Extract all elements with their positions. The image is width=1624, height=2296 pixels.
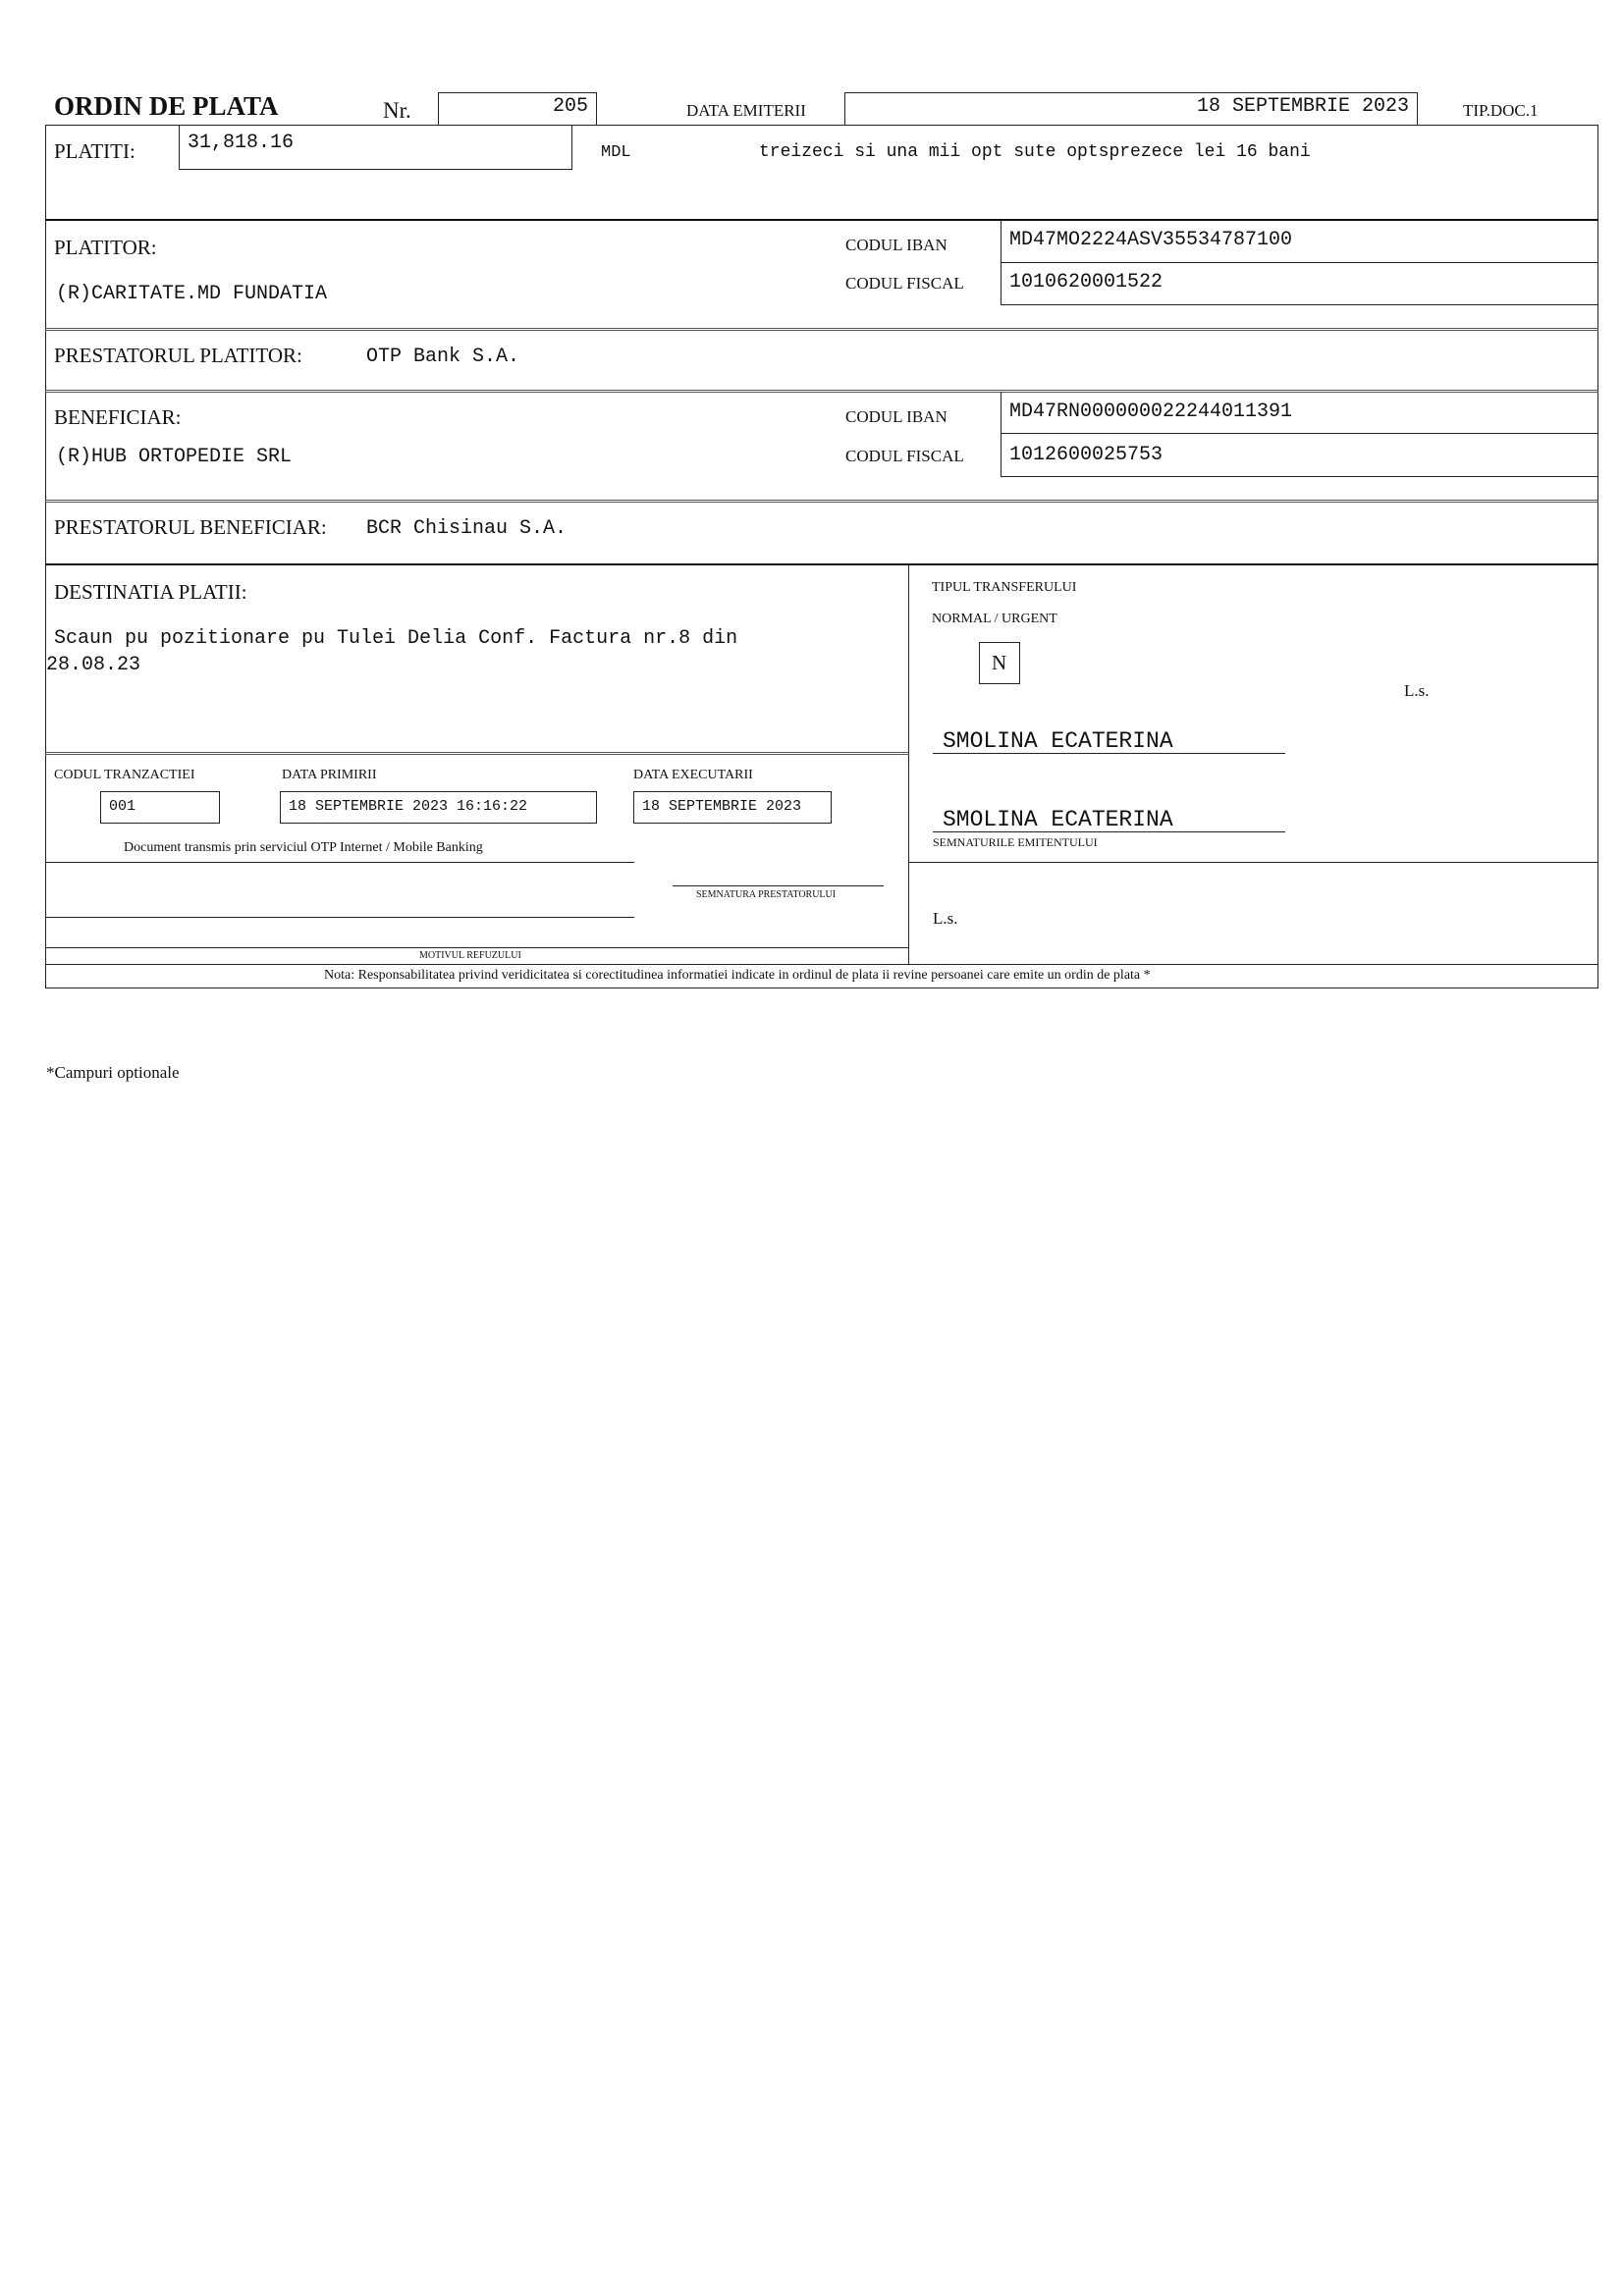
signature-line	[933, 831, 1285, 832]
beneficiary-bank-label: PRESTATORUL BENEFICIAR:	[54, 515, 327, 539]
executed-date-value: 18 SEPTEMBRIE 2023	[642, 798, 802, 815]
order-number-field[interactable]	[438, 92, 597, 126]
issue-date-label: DATA EMITERII	[686, 101, 806, 120]
section-divider	[45, 500, 1598, 503]
frame-left-border	[45, 125, 46, 988]
issue-date-field[interactable]	[844, 92, 1418, 126]
footer-note-top	[45, 964, 1598, 965]
section-divider	[45, 563, 1598, 565]
column-divider	[908, 564, 909, 965]
payer-iban: MD47MO2224ASV35534787100	[1009, 229, 1293, 251]
stamp-label: L.s.	[1404, 681, 1430, 700]
transaction-code-value: 001	[109, 798, 136, 815]
issuer-signature-2: SMOLINA ECATERINA	[943, 807, 1173, 832]
beneficiary-code-divider	[1001, 476, 1598, 477]
payer-code-divider	[1001, 304, 1598, 305]
destination-text-line1: Scaun pu pozitionare pu Tulei Delia Conf. Factura nr.8 din	[54, 627, 738, 650]
transmission-note: Document transmis prin serviciul OTP Internet / Mobile Banking	[124, 840, 483, 855]
received-date-label: DATA PRIMIRII	[282, 768, 377, 782]
section-divider	[45, 862, 634, 863]
issuer-signatures-label: SEMNATURILE EMITENTULUI	[933, 835, 1098, 849]
payer-fiscal-code: 1010620001522	[1009, 271, 1164, 294]
transfer-options-label: NORMAL / URGENT	[932, 612, 1057, 626]
payer-label: PLATITOR:	[54, 236, 157, 259]
issuer-signature-1: SMOLINA ECATERINA	[943, 728, 1173, 754]
payer-iban-label: CODUL IBAN	[845, 236, 947, 254]
signature-line	[673, 885, 884, 886]
issue-date-value: 18 SEPTEMBRIE 2023	[1196, 95, 1409, 118]
destination-label: DESTINATIA PLATII:	[54, 580, 247, 604]
section-divider	[45, 390, 1598, 393]
optional-fields-note: *Campuri optionale	[46, 1063, 180, 1082]
order-number-label: Nr.	[383, 98, 411, 123]
amount-value: 31,818.16	[188, 132, 295, 154]
executed-date-field[interactable]	[633, 791, 832, 824]
transaction-code-field[interactable]	[100, 791, 220, 824]
frame-right-border	[1597, 125, 1598, 988]
doc-type: TIP.DOC.1	[1463, 101, 1539, 120]
payer-code-divider	[1001, 262, 1598, 263]
stamp-label: L.s.	[933, 909, 958, 928]
order-number-value: 205	[552, 95, 588, 118]
section-divider	[909, 862, 1598, 863]
payer-bank-name: OTP Bank S.A.	[366, 346, 520, 368]
payer-bank-label: PRESTATORUL PLATITOR:	[54, 344, 302, 367]
destination-text-line2: 28.08.23	[46, 654, 141, 676]
received-date-value: 18 SEPTEMBRIE 2023 16:16:22	[289, 798, 528, 815]
responsibility-note: Nota: Responsabilitatea privind veridicitatea si corectitudinea informatiei indicate in ordinul de plata ii revine persoanei care emite un ordin de plata *	[324, 968, 1151, 983]
payer-fiscal-label: CODUL FISCAL	[845, 274, 964, 293]
received-date-field[interactable]	[280, 791, 597, 824]
beneficiary-bank-name: BCR Chisinau S.A.	[366, 517, 568, 540]
section-divider	[45, 328, 1598, 331]
amount-in-words: treizeci si una mii opt sute optsprezece lei 16 bani	[759, 142, 1311, 162]
amount-label: PLATITI:	[54, 139, 135, 163]
transfer-type-value: N	[992, 651, 1007, 674]
document-title: ORDIN DE PLATA	[54, 91, 279, 121]
beneficiary-label: BENEFICIAR:	[54, 405, 182, 429]
signature-line	[933, 753, 1285, 754]
refusal-reason-label: MOTIVUL REFUZULUI	[419, 950, 521, 961]
transfer-type-field[interactable]	[979, 642, 1020, 684]
amount-field[interactable]	[179, 125, 572, 170]
beneficiary-iban-label: CODUL IBAN	[845, 407, 947, 426]
transaction-code-label: CODUL TRANZACTIEI	[54, 768, 195, 782]
section-divider	[45, 917, 634, 918]
section-divider	[45, 947, 909, 948]
beneficiary-name: (R)HUB ORTOPEDIE SRL	[56, 446, 293, 468]
beneficiary-fiscal-code: 1012600025753	[1009, 444, 1164, 466]
beneficiary-fiscal-label: CODUL FISCAL	[845, 447, 964, 465]
payer-name: (R)CARITATE.MD FUNDATIA	[56, 283, 328, 305]
currency: MDL	[601, 143, 631, 162]
beneficiary-iban: MD47RN000000022244011391	[1009, 400, 1293, 423]
beneficiary-code-divider	[1001, 433, 1598, 434]
transfer-type-label: TIPUL TRANSFERULUI	[932, 580, 1077, 595]
section-divider	[45, 219, 1598, 221]
executed-date-label: DATA EXECUTARII	[633, 768, 753, 782]
provider-signature-label: SEMNATURA PRESTATORULUI	[696, 889, 837, 900]
section-divider	[45, 752, 909, 755]
